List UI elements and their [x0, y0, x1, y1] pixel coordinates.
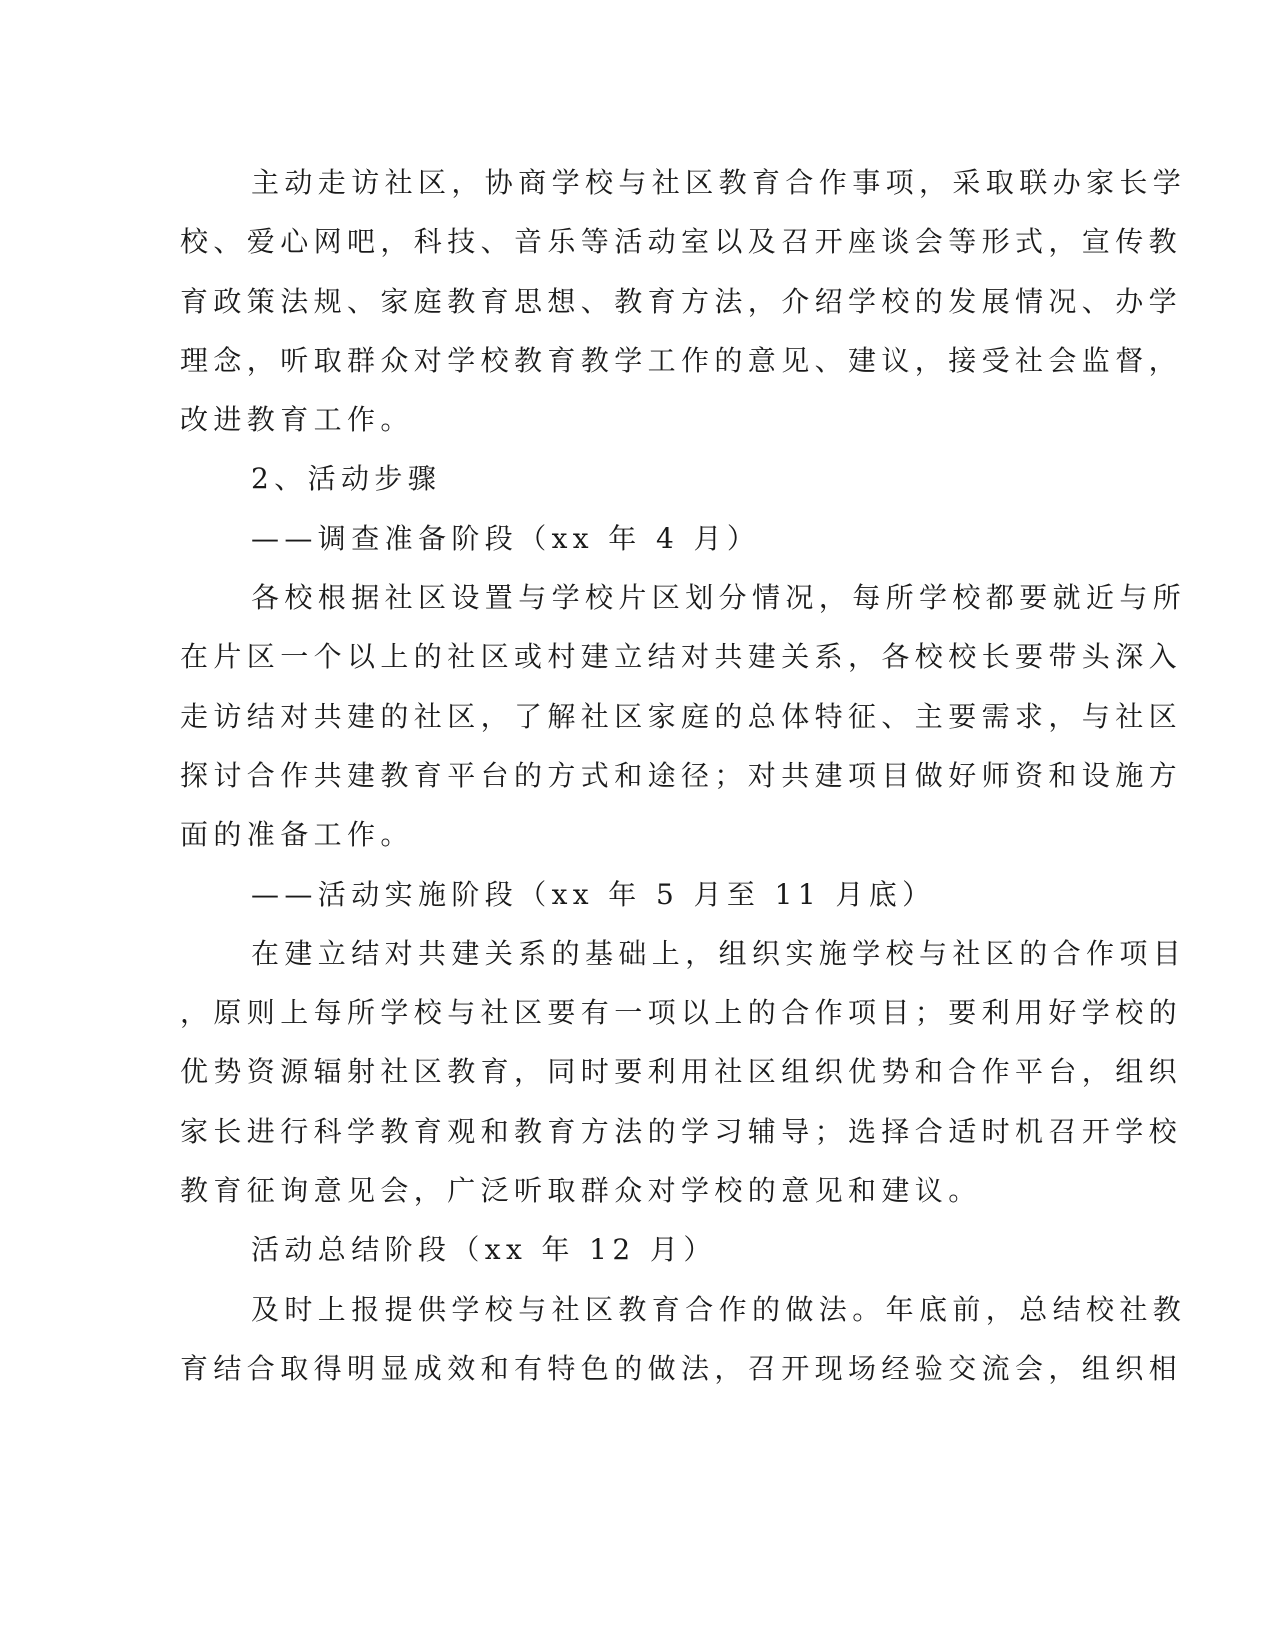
- text-line: 走访结对共建的社区，了解社区家庭的总体特征、主要需求，与社区: [180, 699, 1183, 733]
- text-line: 在片区一个以上的社区或村建立结对共建关系，各校校长要带头深入: [180, 640, 1183, 674]
- section-heading: 2、活动步骤: [251, 462, 442, 496]
- text-line: 家长进行科学教育观和教育方法的学习辅导；选择合适时机召开学校: [180, 1114, 1183, 1148]
- text-line: 在建立结对共建关系的基础上，组织实施学校与社区的合作项目: [251, 936, 1187, 970]
- text-line: 主动走访社区，协商学校与社区教育合作事项，采取联办家长学: [251, 166, 1187, 199]
- text-line: 改进教育工作。: [180, 403, 414, 437]
- stage-heading: 活动总结阶段（xx 年 12 月）: [251, 1233, 717, 1267]
- text-line: 及时上报提供学校与社区教育合作的做法。年底前，总结校社教: [251, 1292, 1187, 1326]
- document-body: [180, 153, 1187, 1398]
- stage-heading: ——调查准备阶段（xx 年 4 月）: [251, 521, 761, 555]
- stage-heading: ——活动实施阶段（xx 年 5 月至 11 月底）: [251, 877, 936, 911]
- text-line: 面的准备工作。: [180, 818, 414, 852]
- text-line: 育结合取得明显成效和有特色的做法，召开现场经验交流会，组织相: [180, 1351, 1183, 1385]
- text-line: 育政策法规、家庭教育思想、教育方法，介绍学校的发展情况、办学: [180, 284, 1183, 318]
- text-line: 校、爱心网吧，科技、音乐等活动室以及召开座谈会等形式，宣传教: [180, 225, 1183, 259]
- text-line: 理念，听取群众对学校教育教学工作的意见、建议，接受社会监督，: [180, 343, 1183, 377]
- text-line: ，原则上每所学校与社区要有一项以上的合作项目；要利用好学校的: [180, 996, 1183, 1030]
- text-line: 各校根据社区设置与学校片区划分情况，每所学校都要就近与所: [251, 581, 1187, 615]
- text-line: 优势资源辐射社区教育，同时要利用社区组织优势和合作平台，组织: [180, 1055, 1183, 1089]
- text-line: 教育征询意见会，广泛听取群众对学校的意见和建议。: [180, 1174, 982, 1208]
- text-line: 探讨合作共建教育平台的方式和途径；对共建项目做好师资和设施方: [180, 758, 1183, 792]
